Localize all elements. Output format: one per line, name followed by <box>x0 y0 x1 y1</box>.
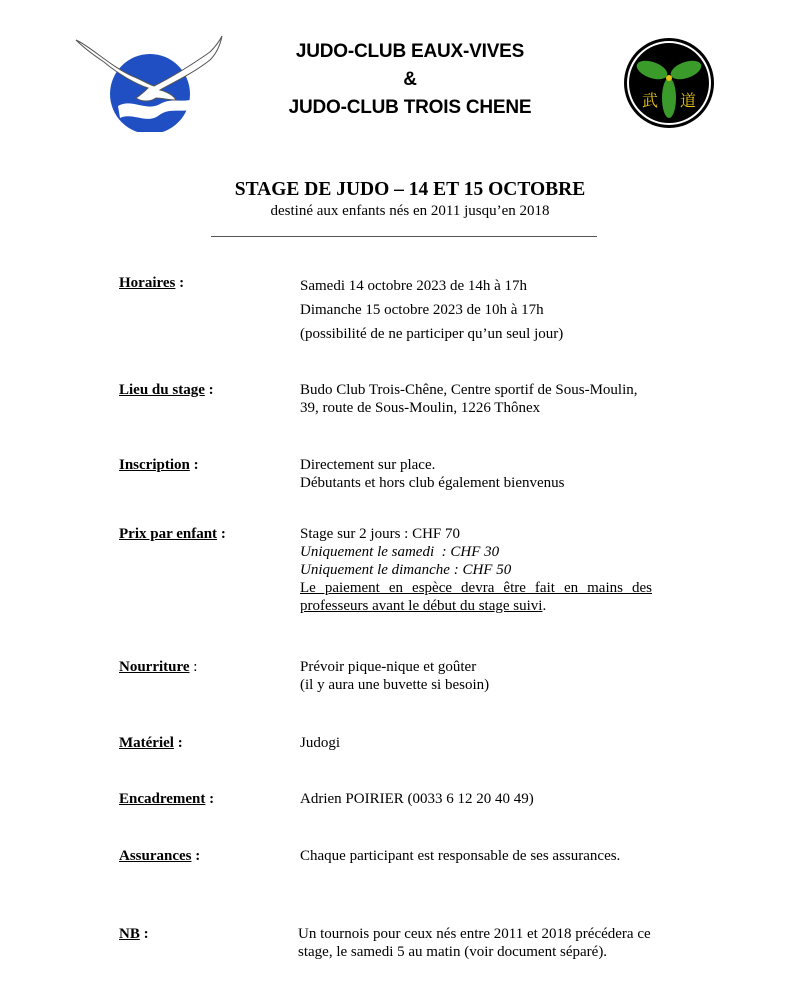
label-prix: Prix par enfant : <box>119 526 226 542</box>
inscription-line: Directement sur place. <box>300 457 436 473</box>
horaires-line: Dimanche 15 octobre 2023 de 10h à 17h <box>300 302 544 318</box>
inscription-line: Débutants et hors club également bienvenus <box>300 475 565 491</box>
label-lieu: Lieu du stage : <box>119 382 214 398</box>
value-horaires <box>300 274 563 346</box>
value-inscription <box>300 456 565 492</box>
value-nb <box>298 925 651 961</box>
label-materiel: Matériel : <box>119 735 183 751</box>
assurances-line: Chaque participant est responsable de ses assurances. <box>300 848 621 864</box>
lieu-line: Budo Club Trois-Chêne, Centre sportif de Sous-Moulin, <box>300 382 638 398</box>
value-assurances <box>300 847 620 865</box>
label-nb: NB : <box>119 926 149 942</box>
label-inscription: Inscription : <box>119 457 199 473</box>
club-name-trois-chene: JUDO-CLUB TROIS CHENE <box>288 97 532 118</box>
value-lieu <box>300 381 638 417</box>
horaires-line: Samedi 14 octobre 2023 de 14h à 17h <box>300 278 528 294</box>
nourriture-line: Prévoir pique-nique et goûter <box>300 659 477 675</box>
label-assurances: Assurances : <box>119 848 201 864</box>
kanji-bu-icon: 武 <box>642 91 659 110</box>
kanji-do-icon: 道 <box>680 91 697 110</box>
encadrement-line: Adrien POIRIER (0033 6 12 20 40 49) <box>300 791 534 807</box>
lieu-line: 39, route de Sous-Moulin, 1226 Thônex <box>300 400 541 416</box>
nb-line: stage, le samedi 5 au matin (voir document séparé). <box>298 944 608 960</box>
eaux-vives-seagull-logo <box>70 32 226 132</box>
value-prix <box>300 525 652 615</box>
nb-line: Un tournois pour ceux nés entre 2011 et 2018 précédera ce <box>298 926 651 942</box>
label-encadrement: Encadrement : <box>119 791 215 807</box>
value-materiel <box>300 734 340 752</box>
value-encadrement <box>300 790 534 808</box>
label-nourriture: Nourriture : <box>119 659 198 675</box>
price-saturday: Uniquement le samedi : CHF 30 <box>300 544 500 560</box>
title-divider <box>211 236 597 237</box>
value-nourriture <box>300 658 489 694</box>
club-name-eaux-vives: JUDO-CLUB EAUX-VIVES <box>295 41 525 62</box>
club-ampersand: & <box>403 69 417 90</box>
page-subtitle: destiné aux enfants nés en 2011 jusqu’en 2018 <box>270 203 550 219</box>
price-two-days: Stage sur 2 jours : CHF 70 <box>300 526 461 542</box>
payment-note-line-2: professeurs avant le début du stage suivi. <box>300 598 547 614</box>
trois-chene-budo-logo <box>622 36 716 130</box>
horaires-line: (possibilité de ne participer qu’un seul jour) <box>300 326 564 342</box>
payment-note-line: Le paiement en espèce devra être fait en mains des <box>300 580 652 596</box>
leaf-icon <box>662 78 676 118</box>
nourriture-line: (il y aura une buvette si besoin) <box>300 677 490 693</box>
materiel-line: Judogi <box>300 735 341 751</box>
price-sunday: Uniquement le dimanche : CHF 50 <box>300 562 512 578</box>
label-horaires: Horaires : <box>119 275 185 291</box>
clubs-header <box>240 38 580 122</box>
page-title: STAGE DE JUDO – 14 ET 15 OCTOBRE <box>234 179 586 200</box>
